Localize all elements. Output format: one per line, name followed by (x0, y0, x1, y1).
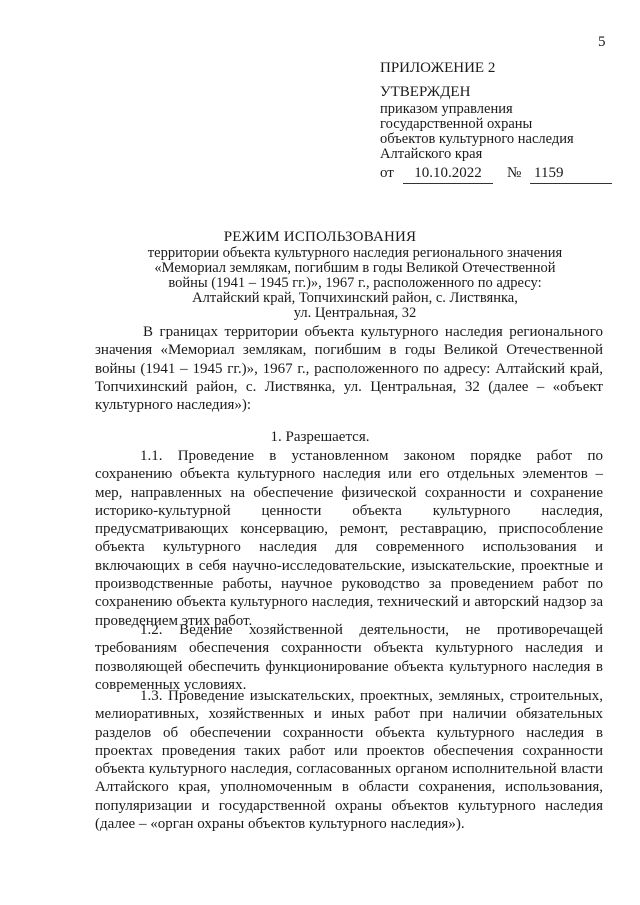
regime-subtitle-line: войны (1941 – 1945 гг.)», 1967 г., расположенного по адресу: (168, 275, 542, 291)
approved-by-line: Алтайского края (380, 146, 483, 162)
appendix-block (380, 60, 620, 185)
order-from-label: от (380, 165, 394, 181)
order-number: 1159 (530, 163, 612, 184)
page-number: 5 (598, 34, 606, 50)
approved-by-line: приказом управления (380, 101, 513, 117)
regime-subtitle-line: Алтайский край, Топчихинский район, с. Листвянка, (192, 290, 518, 306)
intro-paragraph: В границах территории объекта культурного наследия регионального значения «Мемориал землякам, погибшим в годы Великой Отечественной войны (1941 – 1945 гг.)», 1967 г., расположенного по адресу: Алтайский край, Топчихинский район, с. Листвянка, ул. Центральная, 32 (далее – «объект культурного наследия»): (95, 324, 603, 414)
item-1-3: 1.3. Проведение изыскательских, проектных, земляных, строительных, мелиоративных, хозяйственных и иных работ при наличии обязательных разделов об обеспечении сохранности объекта культурного наследия в проектах проведения таких работ или проектов обеспечения сохранности объекта культурного наследия, согласованных органом исполнительной власти Алтайского края, уполномоченным в области сохранения, использования, популяризации и государственной охраны объектов культурного наследия (далее – «орган охраны объектов культурного наследия»). (95, 688, 603, 833)
approved-by-line: государственной охраны (380, 116, 533, 132)
item-1-1-block (95, 447, 603, 630)
approved-by-line: объектов культурного наследия (380, 131, 574, 147)
approved-label: УТВЕРЖДЕН (380, 84, 471, 100)
appendix-title: ПРИЛОЖЕНИЕ 2 (380, 60, 496, 76)
order-number-sign: № (507, 165, 522, 181)
order-date: 10.10.2022 (403, 163, 493, 184)
intro-paragraph-block (95, 323, 603, 414)
regime-subtitle-line: территории объекта культурного наследия регионального значения (147, 245, 563, 261)
regime-subtitle-line: «Мемориал землякам, погибшим в годы Великой Отечественной (154, 260, 556, 276)
item-1-1: 1.1. Проведение в установленном законом порядке работ по сохранению объекта культурного наследия или его отдельных элементов – мер, направленных на обеспечение физической сохранности и сохранение историко-культурной ценности объекта культурного наследия, предусматривающих консервацию, ремонт, реставрацию, приспособление объекта культурного наследия для современного использования и включающих в себя научно-исследовательские, изыскательские, проектные и производственные работы, научное руководство за проведением работ по сохранению объекта культурного наследия, технический и авторский надзор за проведением этих работ. (95, 448, 603, 629)
item-1-2-block (95, 621, 603, 694)
section-1-heading: 1. Разрешается. (270, 429, 370, 445)
item-1-2: 1.2. Ведение хозяйственной деятельности, не противоречащей требованиям обеспечения сохранности объекта культурного наследия и позволяющей обеспечить функционирование объекта культурного наследия в современных условиях. (95, 622, 603, 693)
order-row (380, 163, 620, 185)
regime-subtitle-line: ул. Центральная, 32 (293, 305, 417, 321)
item-1-3-block (95, 687, 603, 833)
regime-subtitle (120, 246, 590, 321)
regime-title: РЕЖИМ ИСПОЛЬЗОВАНИЯ (223, 229, 417, 245)
